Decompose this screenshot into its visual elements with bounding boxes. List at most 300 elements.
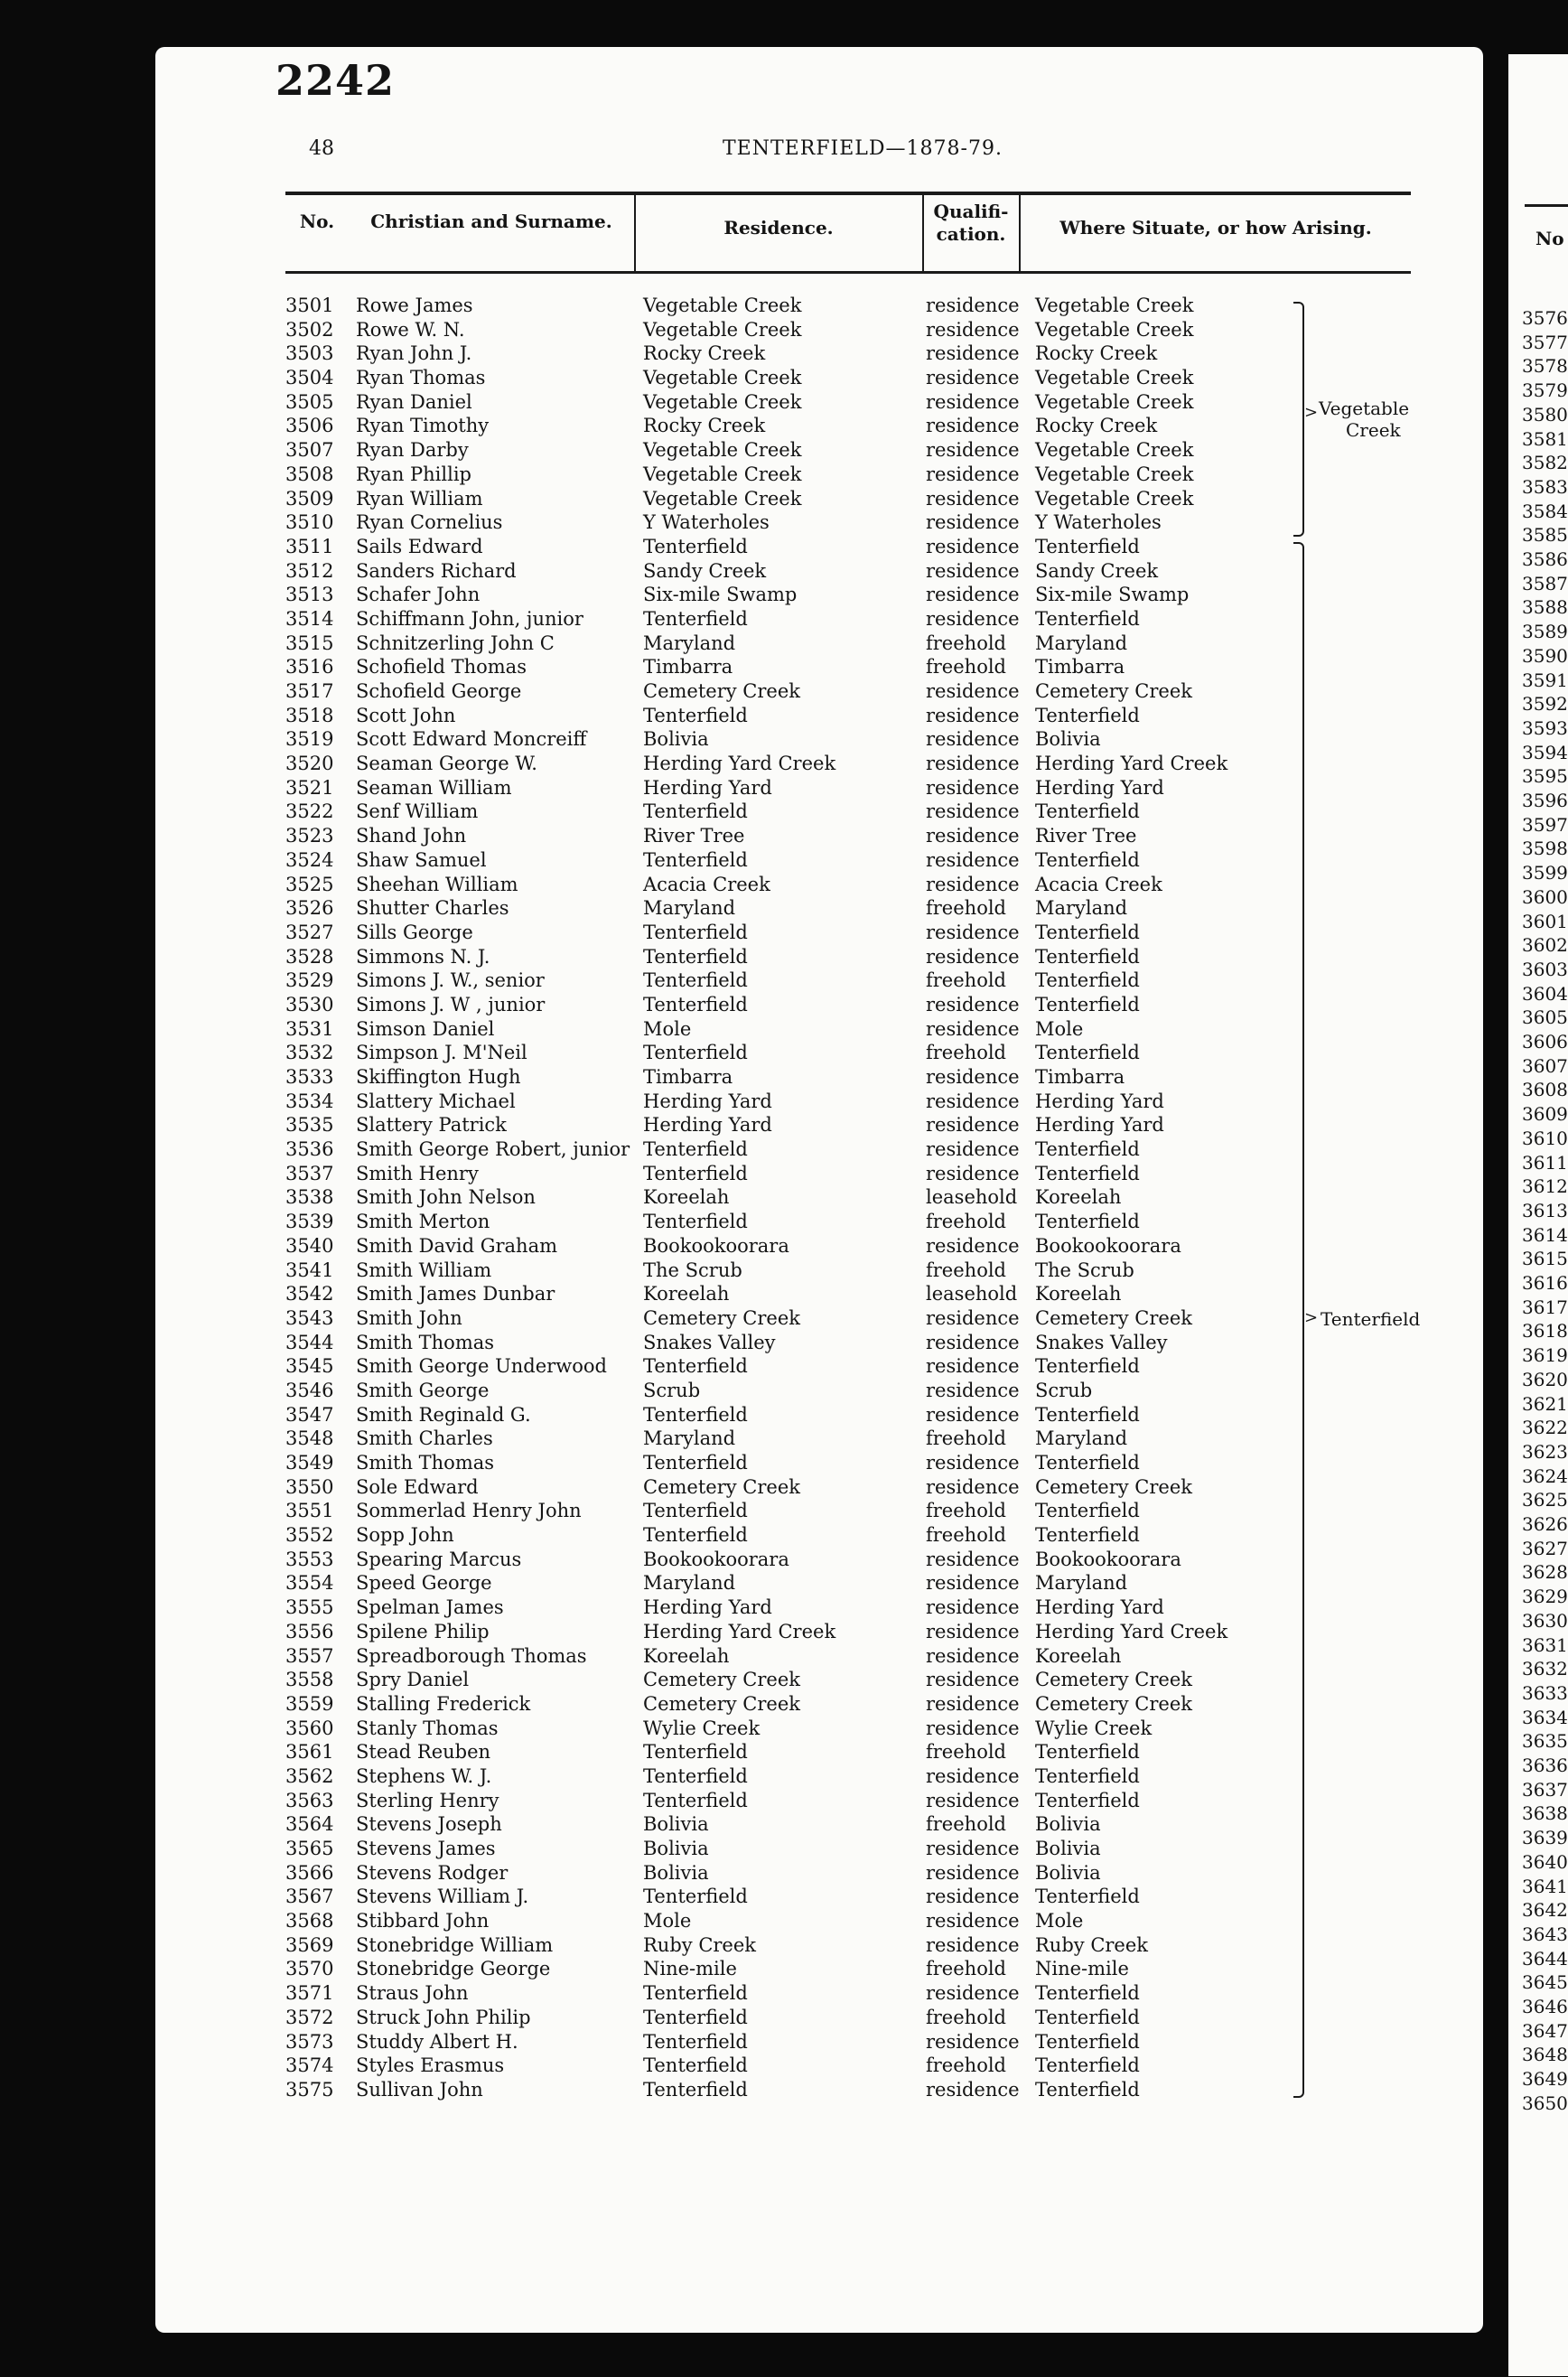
entry-name: Smith David Graham [356,1234,558,1257]
entry-where-situate: Tenterfield [1035,1452,1140,1474]
entry-name: Smith Reginald G. [356,1403,531,1426]
entry-residence: Timbarra [643,656,733,678]
entry-where-situate: Tenterfield [1035,1764,1140,1787]
table-row [0,559,1568,584]
entry-number: 3533 [285,1066,334,1088]
entry-number: 3531 [285,1017,334,1040]
entry-name: Spearing Marcus [356,1548,522,1570]
entry-name: Sommerlad Henry John [356,1500,582,1522]
entry-number: 3563 [285,1789,334,1811]
table-row [0,1837,1568,1861]
entry-residence: Herding Yard Creek [643,753,836,775]
entry-qualification: residence [926,728,1020,751]
entry-name: Smith Henry [356,1162,479,1184]
entry-residence: Vegetable Creek [643,367,802,389]
table-row [0,1451,1568,1475]
table-row [0,752,1568,776]
table-row [0,704,1568,728]
entry-number: 3523 [285,825,334,847]
bracket-tenterfield [1293,542,1304,2098]
entry-number: 3529 [285,969,334,992]
entry-residence: Tenterfield [643,1138,748,1161]
entry-residence: Mole [643,1910,692,1932]
entry-residence: Tenterfield [643,993,748,1015]
entry-residence: Bolivia [643,728,709,751]
entry-name: Smith George [356,1379,490,1401]
next-page-number: 3586 [1522,548,1568,570]
entry-number: 3505 [285,390,334,413]
next-page-number: 3614 [1522,1223,1568,1246]
entry-qualification: residence [926,1331,1020,1353]
entry-residence: Rocky Creek [643,415,766,437]
entry-number: 3503 [285,342,334,365]
entry-name: Smith William [356,1259,492,1281]
entry-qualification: residence [926,680,1020,702]
next-page-number: 3645 [1522,1971,1568,1994]
entry-number: 3543 [285,1306,334,1329]
next-page-number: 3593 [1522,716,1568,739]
entry-qualification: freehold [926,1211,1006,1233]
entry-name: Spry Daniel [356,1669,470,1691]
entry-qualification: residence [926,1692,1020,1715]
entry-qualification: residence [926,1861,1020,1884]
entry-qualification: residence [926,1066,1020,1088]
table-row [0,1137,1568,1162]
next-page-number: 3605 [1522,1006,1568,1029]
next-page-number: 3631 [1522,1633,1568,1656]
next-page-number: 3617 [1522,1296,1568,1318]
entry-name: Smith Charles [356,1427,493,1450]
entry-where-situate: Tenterfield [1035,945,1140,968]
entry-where-situate: Sandy Creek [1035,559,1159,582]
entry-name: Stibbard John [356,1910,490,1932]
entry-where-situate: Rocky Creek [1035,342,1158,365]
next-page-number: 3610 [1522,1127,1568,1149]
entry-number: 3511 [285,535,334,557]
entry-residence: Vegetable Creek [643,295,802,316]
next-page-number: 3587 [1522,572,1568,594]
entry-number: 3542 [285,1283,334,1305]
next-page-number: 3637 [1522,1778,1568,1801]
entry-where-situate: Vegetable Creek [1035,390,1194,413]
entry-where-situate: Koreelah [1035,1644,1122,1667]
entry-residence: Tenterfield [643,1500,748,1522]
entry-qualification: residence [926,1933,1020,1956]
entry-where-situate: Tenterfield [1035,1042,1140,1064]
entry-name: Stevens Rodger [356,1861,509,1884]
entry-qualification: residence [926,1669,1020,1691]
entry-name: Ryan Timothy [356,415,490,437]
entry-where-situate: Nine-mile [1035,1958,1129,1980]
next-page-number: 3649 [1522,2068,1568,2091]
table-row [0,1812,1568,1837]
entry-residence: Maryland [643,632,736,654]
entry-qualification: residence [926,1162,1020,1184]
entry-where-situate: Vegetable Creek [1035,439,1194,462]
entry-name: Sullivan John [356,2078,483,2101]
table-row [0,535,1568,559]
entry-number: 3575 [285,2078,334,2101]
table-row [0,1475,1568,1500]
entry-qualification: residence [926,1982,1020,2005]
table-row [0,1065,1568,1090]
entry-residence: Vegetable Creek [643,390,802,413]
next-page-number: 3580 [1522,403,1568,426]
next-page-number: 3583 [1522,475,1568,498]
entry-residence: Tenterfield [643,945,748,968]
table-row [0,1861,1568,1886]
entry-number: 3564 [285,1813,334,1836]
entry-qualification: residence [926,1717,1020,1739]
entry-where-situate: Herding Yard Creek [1035,753,1228,775]
next-page-number: 3584 [1522,500,1568,522]
entry-where-situate: Vegetable Creek [1035,463,1194,485]
entry-residence: Tenterfield [643,1403,748,1426]
entry-number: 3519 [285,728,334,751]
entry-number: 3552 [285,1524,334,1547]
table-row [0,1090,1568,1114]
entry-number: 3568 [285,1910,334,1932]
entry-qualification: residence [926,535,1020,557]
entry-name: Spreadborough Thomas [356,1644,587,1667]
entry-name: Sterling Henry [356,1789,499,1811]
table-row [0,342,1568,366]
entry-name: Simson Daniel [356,1017,495,1040]
table-row [0,583,1568,607]
next-page-number: 3647 [1522,2019,1568,2042]
next-page-number: 3636 [1522,1755,1568,1776]
table-row [0,1379,1568,1403]
entry-qualification: residence [926,2030,1020,2053]
table-row [0,1644,1568,1669]
table-row [0,510,1568,535]
entry-number: 3526 [285,897,334,920]
entry-where-situate: Tenterfield [1035,1982,1140,2005]
entry-residence: Tenterfield [643,921,748,943]
entry-where-situate: Tenterfield [1035,800,1140,823]
entry-where-situate: Tenterfield [1035,535,1140,557]
table-row [0,1740,1568,1764]
table-row [0,1717,1568,1741]
next-page-number: 3594 [1522,741,1568,763]
entry-residence: Tenterfield [643,969,748,992]
entry-name: Smith John [356,1306,462,1329]
table-row [0,896,1568,921]
entry-name: Shaw Samuel [356,848,487,871]
entry-name: Sopp John [356,1524,454,1547]
entry-name: Spelman James [356,1596,504,1619]
table-row [0,366,1568,390]
entry-residence: Koreelah [643,1644,730,1667]
next-page-number: 3589 [1522,621,1568,643]
next-page-number: 3634 [1522,1706,1568,1728]
table-row [0,632,1568,656]
entry-qualification: residence [926,1475,1020,1498]
entry-where-situate: Cemetery Creek [1035,1306,1192,1329]
entry-residence: Maryland [643,1572,736,1595]
entry-name: Smith George Robert, junior [356,1138,630,1161]
entry-qualification: residence [926,1838,1020,1859]
table-row [0,1113,1568,1137]
next-page-number: 3597 [1522,813,1568,836]
entry-where-situate: Timbarra [1035,656,1125,678]
entry-qualification: residence [926,945,1020,968]
entry-name: Sheehan William [356,873,518,895]
entry-where-situate: Tenterfield [1035,1886,1140,1908]
entry-qualification: residence [926,1379,1020,1401]
entry-number: 3513 [285,584,334,606]
entry-qualification: residence [926,753,1020,775]
table-row [0,2078,1568,2102]
entry-number: 3501 [285,295,334,316]
entry-where-situate: Bolivia [1035,1838,1101,1859]
entry-residence: Koreelah [643,1186,730,1209]
entry-where-situate: Herding Yard [1035,1090,1164,1112]
table-row [0,1933,1568,1958]
entry-where-situate: Cemetery Creek [1035,680,1192,702]
header-no: No. [299,211,335,232]
entry-residence: Maryland [643,1427,736,1450]
next-page-number: 3606 [1522,1031,1568,1053]
next-page-number: 3620 [1522,1368,1568,1390]
entry-qualification: residence [926,390,1020,413]
entry-residence: Tenterfield [643,1452,748,1474]
entry-number: 3524 [285,848,334,871]
entry-residence: Bolivia [643,1861,709,1884]
entry-where-situate: Tenterfield [1035,2030,1140,2053]
entry-where-situate: Tenterfield [1035,607,1140,630]
entry-where-situate: Acacia Creek [1035,873,1162,895]
entry-name: Spilene Philip [356,1620,490,1642]
entry-name: Schofield George [356,680,522,702]
entry-residence: Snakes Valley [643,1331,776,1353]
entry-residence: Bolivia [643,1813,709,1836]
next-page-number: 3624 [1522,1465,1568,1487]
entry-where-situate: Maryland [1035,632,1128,654]
voter-list [0,294,1568,2102]
entry-where-situate: Bolivia [1035,1813,1101,1836]
entry-qualification: residence [926,704,1020,726]
entry-residence: Maryland [643,897,736,920]
entry-residence: Mole [643,1017,692,1040]
entry-number: 3522 [285,800,334,823]
entry-number: 3566 [285,1861,334,1884]
table-row [0,487,1568,511]
entry-name: Simons J. W., senior [356,969,545,992]
entry-residence: Cemetery Creek [643,1669,800,1691]
entry-qualification: residence [926,439,1020,462]
entry-where-situate: Tenterfield [1035,2006,1140,2028]
entry-residence: Y Waterholes [643,511,770,534]
next-page-number: 3599 [1522,862,1568,884]
table-row [0,1017,1568,1042]
entry-where-situate: Cemetery Creek [1035,1669,1192,1691]
entry-name: Scott Edward Moncreiff [356,728,587,751]
entry-residence: Tenterfield [643,1741,748,1764]
entry-residence: Rocky Creek [643,342,766,365]
table-row [0,1234,1568,1259]
entry-number: 3535 [285,1114,334,1137]
entry-where-situate: Tenterfield [1035,921,1140,943]
entry-name: Struck John Philip [356,2006,531,2028]
entry-number: 3570 [285,1958,334,1980]
entry-name: Rowe W. N. [356,318,465,341]
table-row [0,1041,1568,1065]
next-page-number: 3627 [1522,1537,1568,1559]
entry-qualification: freehold [926,656,1006,678]
page-number: 48 [309,137,334,160]
entry-where-situate: Scrub [1035,1379,1093,1401]
entry-where-situate: Herding Yard [1035,1596,1164,1619]
bracket-label: Creek [1346,419,1401,441]
entry-where-situate: Cemetery Creek [1035,1692,1192,1715]
entry-qualification: residence [926,607,1020,630]
header-name: Christian and Surname. [370,211,612,232]
entry-name: Smith Thomas [356,1452,495,1474]
entry-number: 3520 [285,753,334,775]
table-row [0,1162,1568,1186]
table-row [0,969,1568,993]
entry-residence: Koreelah [643,1283,730,1305]
entry-residence: Tenterfield [643,2054,748,2077]
entry-name: Stanly Thomas [356,1717,499,1739]
entry-name: Ryan Thomas [356,367,486,389]
entry-where-situate: Maryland [1035,1427,1128,1450]
header-top-rule [285,192,1411,195]
table-row [0,1499,1568,1523]
entry-qualification: freehold [926,1500,1006,1522]
next-page-number: 3595 [1522,765,1568,788]
entry-name: Scott John [356,704,456,726]
entry-qualification: residence [926,776,1020,799]
table-row [0,921,1568,945]
table-row [0,1981,1568,2006]
entry-number: 3534 [285,1090,334,1112]
entry-qualification: residence [926,1572,1020,1595]
entry-number: 3530 [285,993,334,1015]
entry-qualification: residence [926,825,1020,847]
table-row [0,800,1568,824]
entry-residence: Timbarra [643,1066,733,1088]
entry-number: 3548 [285,1427,334,1450]
entry-number: 3557 [285,1644,334,1667]
entry-qualification: freehold [926,1958,1006,1980]
entry-residence: Herding Yard [643,776,772,799]
entry-where-situate: Vegetable Creek [1035,367,1194,389]
entry-qualification: residence [926,511,1020,534]
entry-name: Stevens William J. [356,1886,529,1908]
entry-residence: Tenterfield [643,704,748,726]
entry-name: Smith John Nelson [356,1186,536,1209]
entry-where-situate: Bookookoorara [1035,1548,1181,1570]
entry-number: 3512 [285,559,334,582]
bracket-arrow: > [1304,1308,1319,1327]
entry-number: 3545 [285,1355,334,1378]
entry-where-situate: Cemetery Creek [1035,1475,1192,1498]
page-stamp: 2242 [275,56,396,105]
entry-where-situate: Herding Yard [1035,776,1164,799]
table-row [0,2006,1568,2030]
entry-qualification: freehold [926,1524,1006,1547]
entry-residence: Herding Yard [643,1090,772,1112]
entry-residence: Cemetery Creek [643,1475,800,1498]
entry-number: 3544 [285,1331,334,1353]
header-bottom-rule [285,271,1411,274]
entry-residence: Vegetable Creek [643,487,802,510]
next-page-number: 3640 [1522,1850,1568,1873]
next-page-number: 3632 [1522,1658,1568,1680]
entry-number: 3527 [285,921,334,943]
entry-where-situate: Tenterfield [1035,1162,1140,1184]
next-page-number: 3576 [1522,307,1568,329]
next-page-number: 3642 [1522,1899,1568,1922]
entry-where-situate: Tenterfield [1035,1741,1140,1764]
next-page-number: 3578 [1522,355,1568,378]
entry-where-situate: Six-mile Swamp [1035,584,1190,606]
entry-residence: Tenterfield [643,2078,748,2101]
page-title: TENTERFIELD—1878-79. [723,137,1003,160]
entry-residence: Vegetable Creek [643,463,802,485]
entry-number: 3537 [285,1162,334,1184]
entry-name: Stevens James [356,1838,496,1859]
entry-residence: Tenterfield [643,1162,748,1184]
table-row [0,1403,1568,1427]
entry-name: Seaman William [356,776,512,799]
entry-name: Ryan Darby [356,439,469,462]
entry-name: Schnitzerling John C [356,632,555,654]
entry-qualification: residence [926,1452,1020,1474]
entry-qualification: residence [926,559,1020,582]
entry-where-situate: Vegetable Creek [1035,318,1194,341]
entry-qualification: residence [926,800,1020,823]
next-page-number: 3619 [1522,1344,1568,1367]
entry-where-situate: Maryland [1035,897,1128,920]
table-row [0,1668,1568,1692]
entry-residence: Herding Yard [643,1114,772,1137]
entry-qualification: residence [926,1114,1020,1137]
table-row [0,1259,1568,1283]
next-page-number: 3616 [1522,1272,1568,1294]
next-page-number: 3641 [1522,1875,1568,1897]
header-residence: Residence. [723,217,834,239]
entry-name: Senf William [356,800,479,823]
next-page-number: 3644 [1522,1947,1568,1970]
table-row [0,1909,1568,1933]
entry-residence: Vegetable Creek [643,439,802,462]
entry-residence: Tenterfield [643,535,748,557]
next-page-number: 3582 [1522,452,1568,474]
entry-number: 3558 [285,1669,334,1691]
next-page-number: 3646 [1522,1996,1568,2017]
entry-qualification: residence [926,848,1020,871]
entry-residence: Six-mile Swamp [643,584,798,606]
entry-residence: Tenterfield [643,2006,748,2028]
entry-qualification: residence [926,415,1020,437]
entry-residence: The Scrub [643,1259,742,1281]
table-row [0,463,1568,487]
entry-qualification: residence [926,1355,1020,1378]
bracket-arrow: > [1304,403,1319,422]
entry-name: Styles Erasmus [356,2054,505,2077]
entry-name: Stonebridge George [356,1958,551,1980]
next-page-number: 3592 [1522,693,1568,716]
entry-name: Stonebridge William [356,1933,554,1956]
entry-name: Smith Thomas [356,1331,495,1353]
entry-name: Speed George [356,1572,492,1595]
next-page-number: 3630 [1522,1609,1568,1632]
table-row [0,318,1568,342]
entry-residence: Cemetery Creek [643,1692,800,1715]
